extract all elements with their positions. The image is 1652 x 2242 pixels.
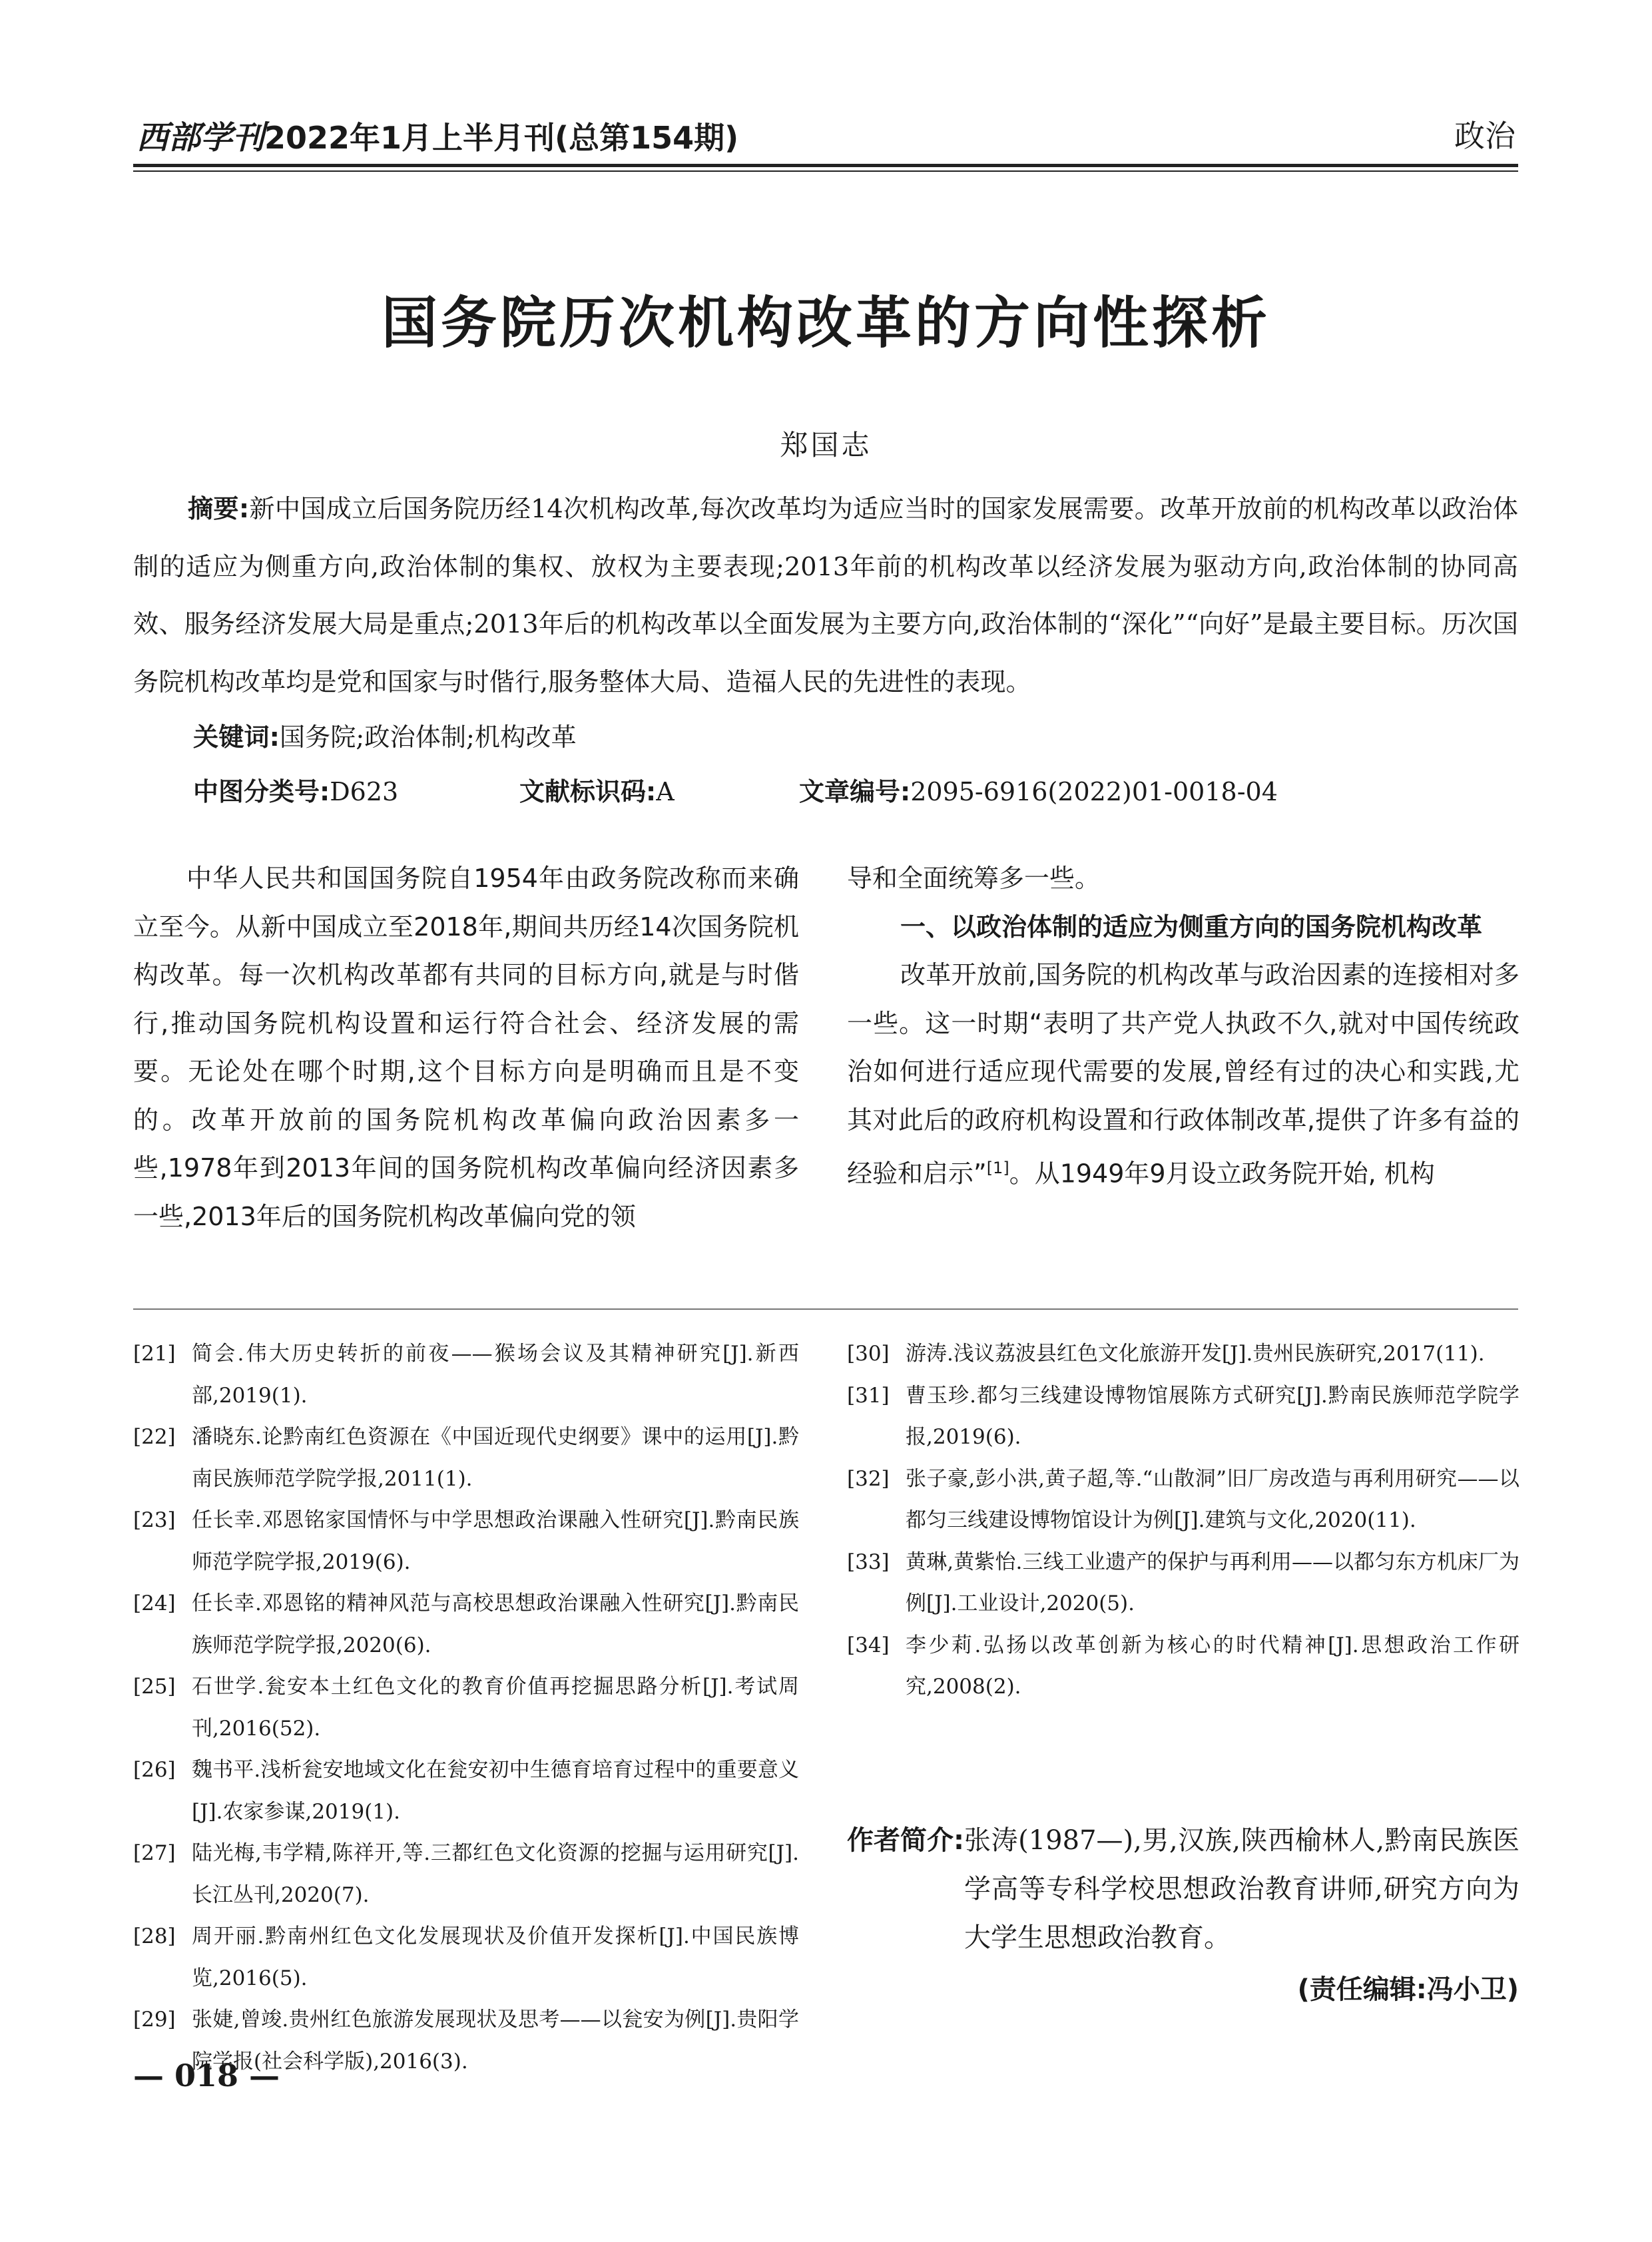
body-paragraph	[847, 951, 1519, 1198]
reference-text: 张子豪,彭小洪,黄子超,等.“山散洞”旧厂房改造与再利用研究——以都匀三线建设博物馆设计为例[J].建筑与文化,2020(11).	[906, 1466, 1519, 1532]
reference-text: 周开丽.黔南州红色文化发展现状及价值开发探析[J].中国民族博览,2016(5).	[192, 1924, 799, 1990]
reference-number: [23]	[133, 1508, 176, 1532]
reference-number: [34]	[847, 1633, 890, 1657]
reference-item	[133, 1583, 799, 1666]
reference-text: 张婕,曾竣.贵州红色旅游发展现状及思考——以瓮安为例[J].贵阳学院学报(社会科学版),2016(3).	[192, 2008, 799, 2074]
reference-text: 李少莉.弘扬以改革创新为核心的时代精神[J].思想政治工作研究,2008(2).	[906, 1633, 1519, 1699]
reference-item	[133, 1916, 799, 1999]
reference-item	[133, 1666, 799, 1749]
responsible-editor: (责任编辑:冯小卫)	[1297, 1974, 1519, 2005]
reference-number: [31]	[847, 1383, 890, 1408]
clc-label: 中图分类号:	[193, 777, 330, 806]
reference-item	[133, 1832, 799, 1916]
section-label: 政治	[1454, 118, 1515, 154]
author-bio-label: 作者简介:	[847, 1825, 964, 1856]
keywords-label: 关键词:	[193, 723, 280, 752]
header-rule	[133, 164, 1518, 167]
journal-logo: 西部学刊	[137, 119, 265, 156]
reference-text: 曹玉珍.都匀三线建设博物馆展陈方式研究[J].黔南民族师范学院学报,2019(6).	[906, 1383, 1519, 1449]
reference-item	[133, 1416, 799, 1500]
reference-number: [28]	[133, 1924, 176, 1948]
reference-item	[847, 1333, 1519, 1375]
references-right	[847, 1333, 1519, 1708]
doc-code-label: 文献标识码:	[519, 777, 657, 806]
body-left-column: 中华人民共和国国务院自1954年由政务院改称而来确立至今。从新中国成立至2018年,期间共历经14次国务院机构改革。每一次机构改革都有共同的目标方向,就是与时偕行,推动国务院机构设置和运行符合社会、经济发展的需要。无论处在哪个时期,这个目标方向是明确而且是不变的。改革开放前的国务院机构改革偏向政治因素多一些,1978年到2013年间的国务院机构改革偏向经济因素多一些,2013年后的国务院机构改革偏向党的领	[133, 864, 799, 1231]
reference-item	[133, 1749, 799, 1832]
reference-number: [26]	[133, 1758, 176, 1782]
reference-text: 陆光梅,韦学精,陈祥开,等.三都红色文化资源的挖掘与运用研究[J].长江丛刊,2020(7).	[192, 1841, 799, 1907]
reference-item	[847, 1375, 1519, 1458]
article-number	[799, 771, 1278, 808]
reference-item	[133, 1500, 799, 1583]
reference-text: 魏书平.浅析瓮安地域文化在瓮安初中生德育培育过程中的重要意义[J].农家参谋,2019(1).	[192, 1758, 799, 1824]
reference-text: 黄琳,黄紫怡.三线工业遗产的保护与再利用——以都匀东方机床厂为例[J].工业设计,2020(5).	[906, 1549, 1519, 1615]
reference-text: 石世学.瓮安本土红色文化的教育价值再挖掘思路分析[J].考试周刊,2016(52).	[192, 1675, 799, 1741]
reference-item	[133, 1333, 799, 1416]
abstract-text: 新中国成立后国务院历经14次机构改革,每次改革均为适应当时的国家发展需要。改革开放前的机构改革以政治体制的适应为侧重方向,政治体制的集权、放权为主要表现;2013年前的机构改革以经济发展为驱动方向,政治体制的协同高效、服务经济发展大局是重点;2013年后的机构改革以全面发展为主要方向,政治体制的“深化”“向好”是最主要目标。历次国务院机构改革均是党和国家与时偕行,服务整体大局、造福人民的先进性的表现。	[133, 495, 1518, 697]
reference-number: [21]	[133, 1342, 176, 1366]
page-number: — 018 —	[133, 2058, 280, 2094]
reference-text: 潘晓东.论黔南红色资源在《中国近现代史纲要》课中的运用[J].黔南民族师范学院学报,2011(1).	[192, 1425, 799, 1491]
footnote-divider	[133, 1308, 1518, 1310]
body-right-column	[847, 854, 1519, 1198]
reference-number: [30]	[847, 1342, 890, 1366]
reference-text: 任长幸.邓恩铭的精神风范与高校思想政治课融入性研究[J].黔南民族师范学院学报,2020(6).	[192, 1591, 799, 1657]
reference-item	[847, 1625, 1519, 1708]
running-header-left	[137, 112, 738, 158]
reference-text: 任长幸.邓恩铭家国情怀与中学思想政治课融入性研究[J].黔南民族师范学院学报,2019(6).	[192, 1508, 799, 1574]
reference-number: [25]	[133, 1675, 176, 1699]
reference-number: [27]	[133, 1841, 176, 1865]
abstract	[133, 481, 1518, 711]
article-no-value: 2095-6916(2022)01-0018-04	[910, 777, 1278, 806]
author-bio-text: 张涛(1987—),男,汉族,陕西榆林人,黔南民族医学高等专科学校思想政治教育讲师,研究方向为大学生思想政治教育。	[964, 1825, 1519, 1953]
keywords	[193, 716, 577, 753]
citation-mark: [1]	[986, 1159, 1009, 1177]
section-heading: 一、以政治体制的适应为侧重方向的国务院机构改革	[900, 912, 1483, 942]
reference-number: [22]	[133, 1425, 176, 1449]
article-no-label: 文章编号:	[799, 777, 911, 806]
references-left	[133, 1333, 799, 2082]
reference-number: [33]	[847, 1549, 890, 1574]
reference-text: 简会.伟大历史转折的前夜——猴场会议及其精神研究[J].新西部,2019(1).	[192, 1342, 799, 1408]
reference-number: [29]	[133, 2008, 176, 2032]
article-author: 郑国志	[780, 429, 872, 461]
abstract-label: 摘要:	[188, 495, 250, 524]
header-rule-thin	[133, 170, 1518, 172]
clc-number	[193, 771, 398, 808]
reference-number: [32]	[847, 1466, 890, 1491]
clc-value: D623	[330, 777, 399, 806]
paragraph-tail: 。从1949年9月设立政务院开始, 机构	[1009, 1159, 1435, 1189]
body-continuation: 导和全面统筹多一些。	[847, 864, 1101, 893]
reference-text: 游涛.浅议荔波县红色文化旅游开发[J].贵州民族研究,2017(11).	[906, 1342, 1485, 1366]
doc-code-value: A	[656, 777, 675, 806]
keywords-text: 国务院;政治体制;机构改革	[279, 723, 577, 752]
reference-number: [24]	[133, 1591, 176, 1615]
paragraph-text: 改革开放前,国务院的机构改革与政治因素的连接相对多一些。这一时期“表明了共产党人执政不久,就对中国传统政治如何进行适应现代需要的发展,曾经有过的决心和实践,尤其对此后的政府机构设置和行政体制改革,提供了许多有益的经验和启示”	[847, 960, 1519, 1189]
reference-item	[847, 1458, 1519, 1541]
document-code	[519, 771, 675, 808]
reference-item	[847, 1541, 1519, 1625]
article-title: 国务院历次机构改革的方向性探析	[381, 290, 1270, 356]
author-bio	[847, 1817, 1519, 1962]
issue-info: 2022年1月上半月刊(总第154期)	[264, 120, 739, 156]
